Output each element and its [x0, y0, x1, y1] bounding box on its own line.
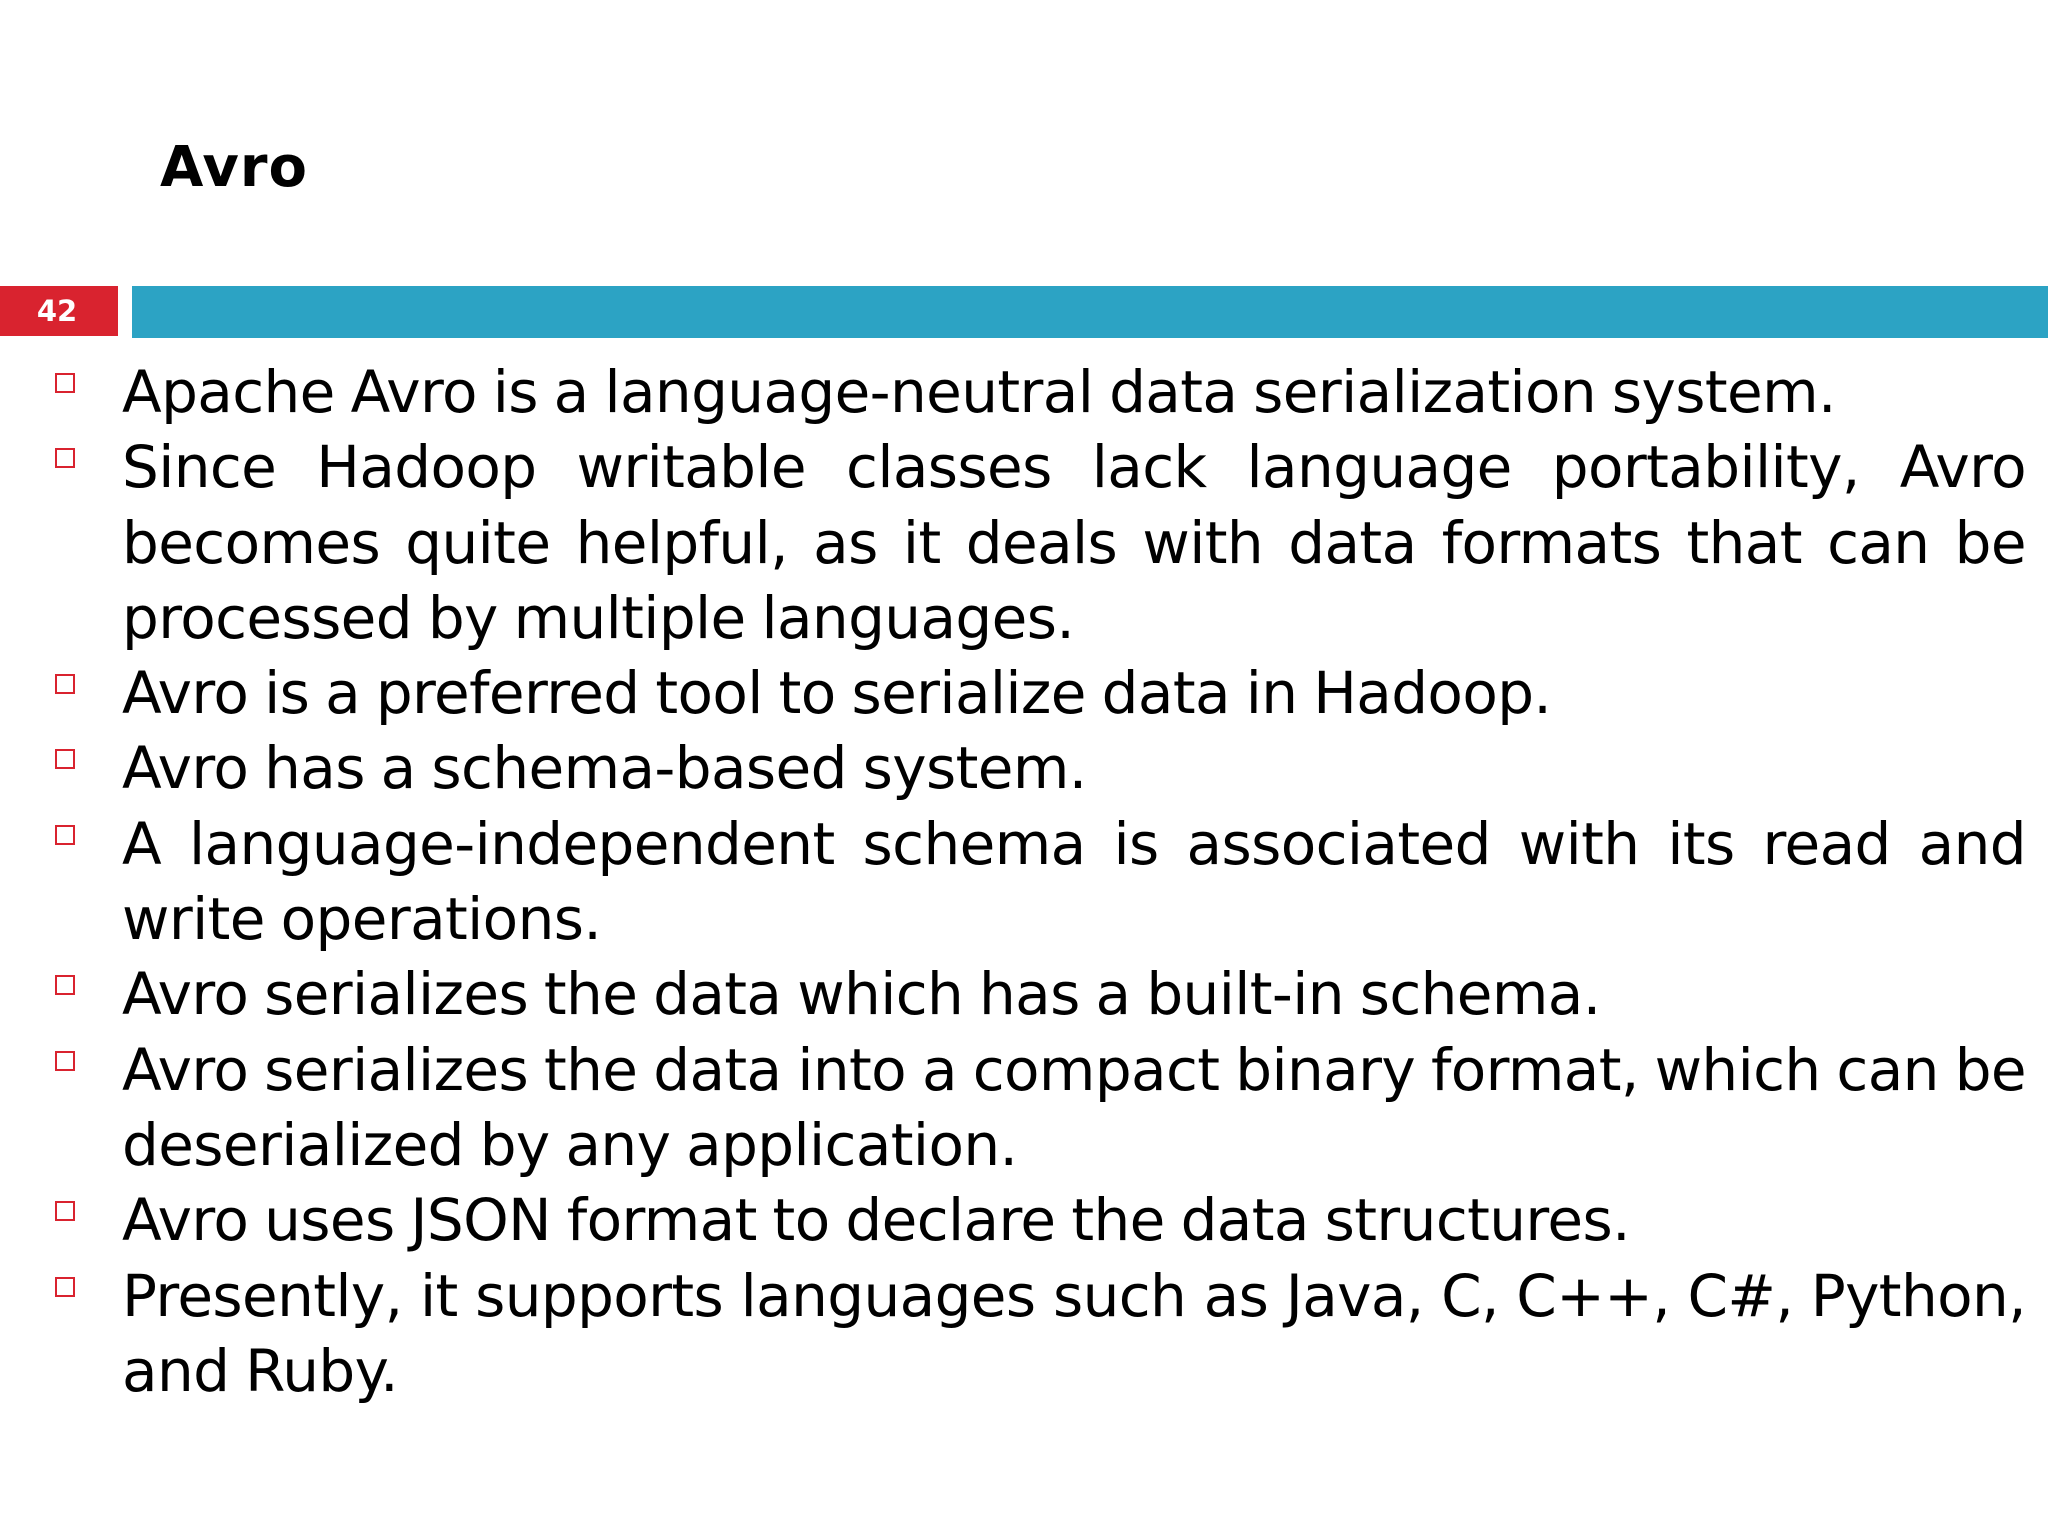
bullet-text: Avro has a schema-based system. — [122, 734, 1087, 803]
bullet-text: Avro uses JSON format to declare the data structures. — [122, 1186, 1630, 1255]
hollow-square-bullet-icon — [55, 825, 75, 845]
bullet-item — [0, 355, 2048, 430]
bullet-item — [0, 1259, 2048, 1410]
hollow-square-bullet-icon — [55, 1201, 75, 1221]
bullet-text: Since Hadoop writable classes lack language portability, Avro becomes quite helpful, as it deals with data formats that can be processed by multiple languages. — [122, 433, 2026, 652]
slide-number: 42 — [36, 294, 78, 328]
bullet-item — [0, 807, 2048, 958]
hollow-square-bullet-icon — [55, 373, 75, 393]
title-divider-bar — [132, 286, 2048, 338]
hollow-square-bullet-icon — [55, 749, 75, 769]
hollow-square-bullet-icon — [55, 975, 75, 995]
bullet-item — [0, 430, 2048, 656]
hollow-square-bullet-icon — [55, 448, 75, 468]
bullet-text: A language-independent schema is associated with its read and write operations. — [122, 809, 2026, 954]
bullet-text: Avro is a preferred tool to serialize data in Hadoop. — [122, 659, 1552, 728]
slide-number-badge — [0, 286, 118, 336]
bullet-item — [0, 1033, 2048, 1184]
bullet-list — [0, 355, 2048, 1409]
bullet-item — [0, 656, 2048, 731]
bullet-text: Presently, it supports languages such as Java, C, C++, C#, Python, and Ruby. — [122, 1261, 2026, 1405]
bullet-text: Avro serializes the data into a compact binary format, which can be deserialized by any application. — [122, 1035, 2026, 1179]
slide-title: Avro — [160, 135, 308, 200]
bullet-item — [0, 1183, 2048, 1258]
hollow-square-bullet-icon — [55, 1051, 75, 1071]
hollow-square-bullet-icon — [55, 1277, 75, 1297]
bullet-item — [0, 957, 2048, 1032]
bullet-text: Apache Avro is a language-neutral data serialization system. — [122, 358, 1836, 426]
bullet-item — [0, 731, 2048, 806]
bullet-text: Avro serializes the data which has a built-in schema. — [122, 960, 1601, 1029]
hollow-square-bullet-icon — [55, 674, 75, 694]
